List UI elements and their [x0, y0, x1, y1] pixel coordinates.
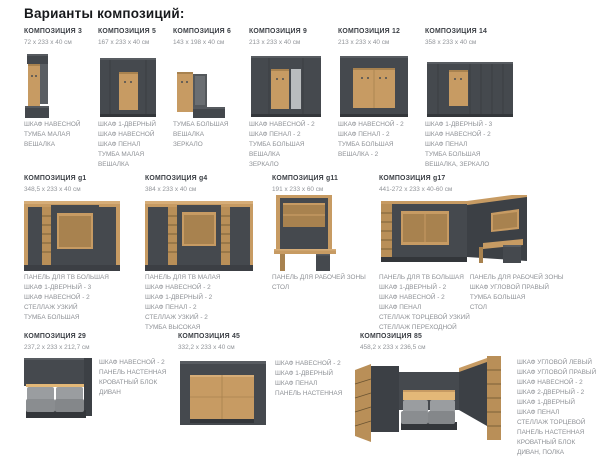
furniture-illustration — [379, 195, 531, 273]
component-item: ШКАФ НАВЕСНОЙ - 2 — [425, 131, 491, 138]
component-item: ТУМБА МАЛАЯ — [98, 151, 145, 158]
component-item: ПАНЕЛЬ ДЛЯ РАБОЧЕЙ ЗОНЫ — [469, 274, 564, 281]
component-item: ШКАФ ПЕНАЛ — [379, 304, 422, 311]
composition-image-85 — [353, 356, 503, 448]
component-item: ТУМБА МАЛАЯ — [24, 131, 71, 138]
composition-card-g4 — [145, 175, 263, 333]
component-item: ШКАФ 1-ДВЕРНЫЙ - 2 — [379, 284, 447, 291]
composition-dimensions: 358 x 233 x 40 см — [425, 39, 477, 46]
component-item: ШКАФ 1-ДВЕРНЫЙ - 3 — [24, 284, 92, 291]
composition-dimensions: 213 x 233 x 40 см — [338, 39, 390, 46]
component-item: ШКАФ НАВЕСНОЙ - 2 — [379, 294, 445, 301]
composition-image-6 — [173, 46, 247, 120]
composition-name: КОМПОЗИЦИЯ 45 — [178, 333, 241, 340]
component-item: ШКАФ НАВЕСНОЙ - 2 — [249, 121, 315, 128]
composition-name: КОМПОЗИЦИЯ 6 — [173, 28, 231, 35]
furniture-illustration — [98, 56, 160, 120]
composition-card-g17 — [379, 175, 564, 333]
composition-image-g1 — [24, 193, 136, 273]
component-list — [338, 120, 422, 160]
furniture-illustration — [24, 54, 52, 120]
composition-dimensions: 441-272 x 233 x 40-60 см — [379, 186, 453, 193]
composition-name: КОМПОЗИЦИЯ 85 — [360, 333, 423, 340]
component-item: ПАНЕЛЬ ДЛЯ ТВ МАЛАЯ — [145, 274, 221, 281]
component-item: ШКАФ УГЛОВОЙ ПРАВЫЙ — [517, 369, 597, 376]
furniture-illustration — [178, 359, 268, 429]
component-item: ШКАФ НАВЕСНОЙ — [98, 131, 155, 138]
composition-name: КОМПОЗИЦИЯ g1 — [24, 175, 87, 182]
component-item: СТОЛ — [272, 284, 290, 291]
component-item: ВЕШАЛКА — [98, 161, 129, 168]
composition-dimensions: 167 x 233 x 40 см — [98, 39, 150, 46]
furniture-illustration — [249, 54, 323, 120]
furniture-illustration — [24, 199, 120, 273]
component-item: ВЕШАЛКА — [249, 151, 280, 158]
component-item: ПАНЕЛЬ ДЛЯ ТВ БОЛЬШАЯ — [379, 274, 464, 281]
composition-image-3 — [24, 46, 96, 120]
furniture-illustration — [24, 358, 94, 424]
component-item: ТУМБА БОЛЬШАЯ — [24, 314, 80, 321]
component-list-left — [379, 273, 470, 333]
component-item: СТЕЛЛАЖ ПЕРЕХОДНОЙ — [379, 324, 457, 331]
component-item: ШКАФ ПЕНАЛ - 2 — [145, 304, 197, 311]
component-item: ПАНЕЛЬ НАСТЕННАЯ — [99, 369, 167, 376]
component-list — [98, 120, 171, 170]
furniture-illustration — [425, 60, 515, 120]
composition-card-45 — [178, 333, 343, 429]
composition-dimensions: 72 x 233 x 40 см — [24, 39, 72, 46]
component-item: ШКАФ ПЕНАЛ — [517, 409, 560, 416]
component-list — [24, 273, 136, 323]
component-item: ТУМБА БОЛЬШАЯ — [338, 141, 394, 148]
component-item: ТУМБА БОЛЬШАЯ — [425, 151, 481, 158]
component-list — [99, 358, 166, 398]
component-item: ШКАФ НАВЕСНОЙ - 2 — [517, 379, 583, 386]
component-list-right — [470, 273, 564, 333]
composition-image-g17 — [379, 193, 559, 273]
component-item: СТЕЛЛАЖ ТОРЦЕВОЙ — [517, 419, 586, 426]
composition-card-12 — [338, 28, 422, 160]
composition-image-14 — [425, 46, 520, 120]
component-item: ТУМБА БОЛЬШАЯ — [469, 294, 526, 301]
component-item: ШКАФ 2-ДВЕРНЫЙ - 2 — [517, 389, 585, 396]
component-item: ШКАФ ПЕНАЛ — [275, 380, 318, 387]
furniture-illustration — [173, 72, 231, 120]
component-item: ШКАФ 1-ДВЕРНЫЙ — [517, 399, 575, 406]
component-item: ШКАФ НАВЕСНОЙ - 2 — [338, 121, 404, 128]
component-item: КРОВАТНЫЙ БЛОК — [99, 379, 158, 386]
composition-name: КОМПОЗИЦИЯ 3 — [24, 28, 82, 35]
furniture-illustration — [145, 199, 253, 273]
component-item: СТЕЛЛАЖ УЗКИЙ — [24, 304, 78, 311]
component-item: ШКАФ НАВЕСНОЙ - 2 — [275, 360, 341, 367]
component-item: ШКАФ НАВЕСНОЙ — [24, 121, 81, 128]
composition-name: КОМПОЗИЦИЯ g17 — [379, 175, 446, 182]
component-item: ШКАФ ПЕНАЛ - 2 — [338, 131, 390, 138]
composition-card-14 — [425, 28, 520, 170]
composition-dimensions: 237,2 x 233 x 212,7 см — [24, 344, 90, 351]
composition-name: КОМПОЗИЦИЯ 12 — [338, 28, 401, 35]
component-list — [425, 120, 520, 170]
composition-name: КОМПОЗИЦИЯ g11 — [272, 175, 339, 182]
component-item: СТЕЛЛАЖ ТОРЦЕВОЙ УЗКИЙ — [379, 314, 470, 321]
page-title: Варианты композиций: — [24, 6, 185, 21]
component-item: ШКАФ ПЕНАЛ — [425, 141, 468, 148]
component-list — [275, 359, 342, 399]
composition-image-9 — [249, 46, 335, 120]
component-item: ШКАФ ПЕНАЛ — [98, 141, 141, 148]
furniture-illustration — [353, 356, 503, 448]
component-item: ШКАФ ПЕНАЛ - 2 — [249, 131, 301, 138]
component-item: ПАНЕЛЬ НАСТЕННАЯ — [517, 429, 585, 436]
composition-image-5 — [98, 46, 171, 120]
composition-name: КОМПОЗИЦИЯ g4 — [145, 175, 208, 182]
component-list — [24, 120, 96, 150]
component-list — [272, 273, 372, 293]
furniture-illustration — [338, 54, 410, 120]
component-item: ВЕШАЛКА, ЗЕРКАЛО — [425, 161, 490, 168]
component-item: ДИВАН, ПОЛКА — [517, 449, 565, 456]
composition-dimensions: 332,2 x 233 x 40 см — [178, 344, 235, 351]
component-item: СТОЛ — [469, 304, 487, 311]
component-item: СТЕЛЛАЖ УЗКИЙ - 2 — [145, 314, 208, 321]
component-item: ТУМБА ВЫСОКАЯ — [145, 324, 201, 331]
component-list — [249, 120, 335, 170]
composition-image-g4 — [145, 193, 263, 273]
component-item: ШКАФ НАВЕСНОЙ - 2 — [24, 294, 90, 301]
component-item: ТУМБА БОЛЬШАЯ — [249, 141, 305, 148]
component-item: КРОВАТНЫЙ БЛОК — [517, 439, 576, 446]
component-list — [145, 273, 263, 333]
component-item: ПАНЕЛЬ НАСТЕННАЯ — [275, 390, 343, 397]
component-item: ШКАФ 1-ДВЕРНЫЙ — [98, 121, 156, 128]
component-item: ШКАФ 1-ДВЕРНЫЙ - 2 — [145, 294, 213, 301]
component-item: ВЕШАЛКА - 2 — [338, 151, 379, 158]
component-item: ТУМБА БОЛЬШАЯ — [173, 121, 229, 128]
component-item: ШКАФ НАВЕСНОЙ - 2 — [99, 359, 165, 366]
component-item: ШКАФ УГЛОВОЙ ЛЕВЫЙ — [517, 359, 592, 366]
composition-image-12 — [338, 46, 422, 120]
composition-name: КОМПОЗИЦИЯ 14 — [425, 28, 488, 35]
composition-image-29 — [24, 358, 94, 424]
composition-dimensions: 458,2 x 233 x 236,5 см — [360, 344, 426, 351]
component-item: ДИВАН — [99, 389, 121, 396]
composition-image-45 — [178, 359, 268, 429]
composition-card-g11 — [272, 175, 372, 293]
component-item: ШКАФ 1-ДВЕРНЫЙ - 3 — [425, 121, 493, 128]
component-item: ШКАФ НАВЕСНОЙ - 2 — [145, 284, 211, 291]
composition-card-29 — [24, 333, 174, 424]
component-item: ЗЕРКАЛО — [249, 161, 279, 168]
component-item: ВЕШАЛКА — [173, 131, 204, 138]
component-list — [517, 358, 596, 458]
composition-dimensions: 384 x 233 x 40 см — [145, 186, 197, 193]
composition-dimensions: 348,5 x 233 x 40 см — [24, 186, 81, 193]
composition-card-3 — [24, 28, 96, 150]
composition-name: КОМПОЗИЦИЯ 9 — [249, 28, 307, 35]
composition-card-g1 — [24, 175, 136, 323]
composition-dimensions: 191 x 233 x 60 см — [272, 186, 324, 193]
composition-dimensions: 143 x 198 x 40 см — [173, 39, 225, 46]
composition-name: КОМПОЗИЦИЯ 29 — [24, 333, 87, 340]
composition-card-6 — [173, 28, 247, 150]
composition-name: КОМПОЗИЦИЯ 5 — [98, 28, 156, 35]
composition-card-85 — [353, 333, 596, 458]
component-item: ВЕШАЛКА — [24, 141, 55, 148]
component-item: ЗЕРКАЛО — [173, 141, 203, 148]
composition-image-g11 — [272, 193, 372, 273]
component-item: ШКАФ УГЛОВОЙ ПРАВЫЙ — [469, 284, 549, 291]
component-item: ШКАФ 1-ДВЕРНЫЙ — [275, 370, 333, 377]
composition-card-9 — [249, 28, 335, 170]
component-item: ПАНЕЛЬ ДЛЯ РАБОЧЕЙ ЗОНЫ — [272, 274, 366, 281]
furniture-illustration — [272, 195, 338, 273]
component-list — [173, 120, 247, 150]
component-item: ПАНЕЛЬ ДЛЯ ТВ БОЛЬШАЯ — [24, 274, 109, 281]
composition-card-5 — [98, 28, 171, 170]
composition-dimensions: 213 x 233 x 40 см — [249, 39, 301, 46]
